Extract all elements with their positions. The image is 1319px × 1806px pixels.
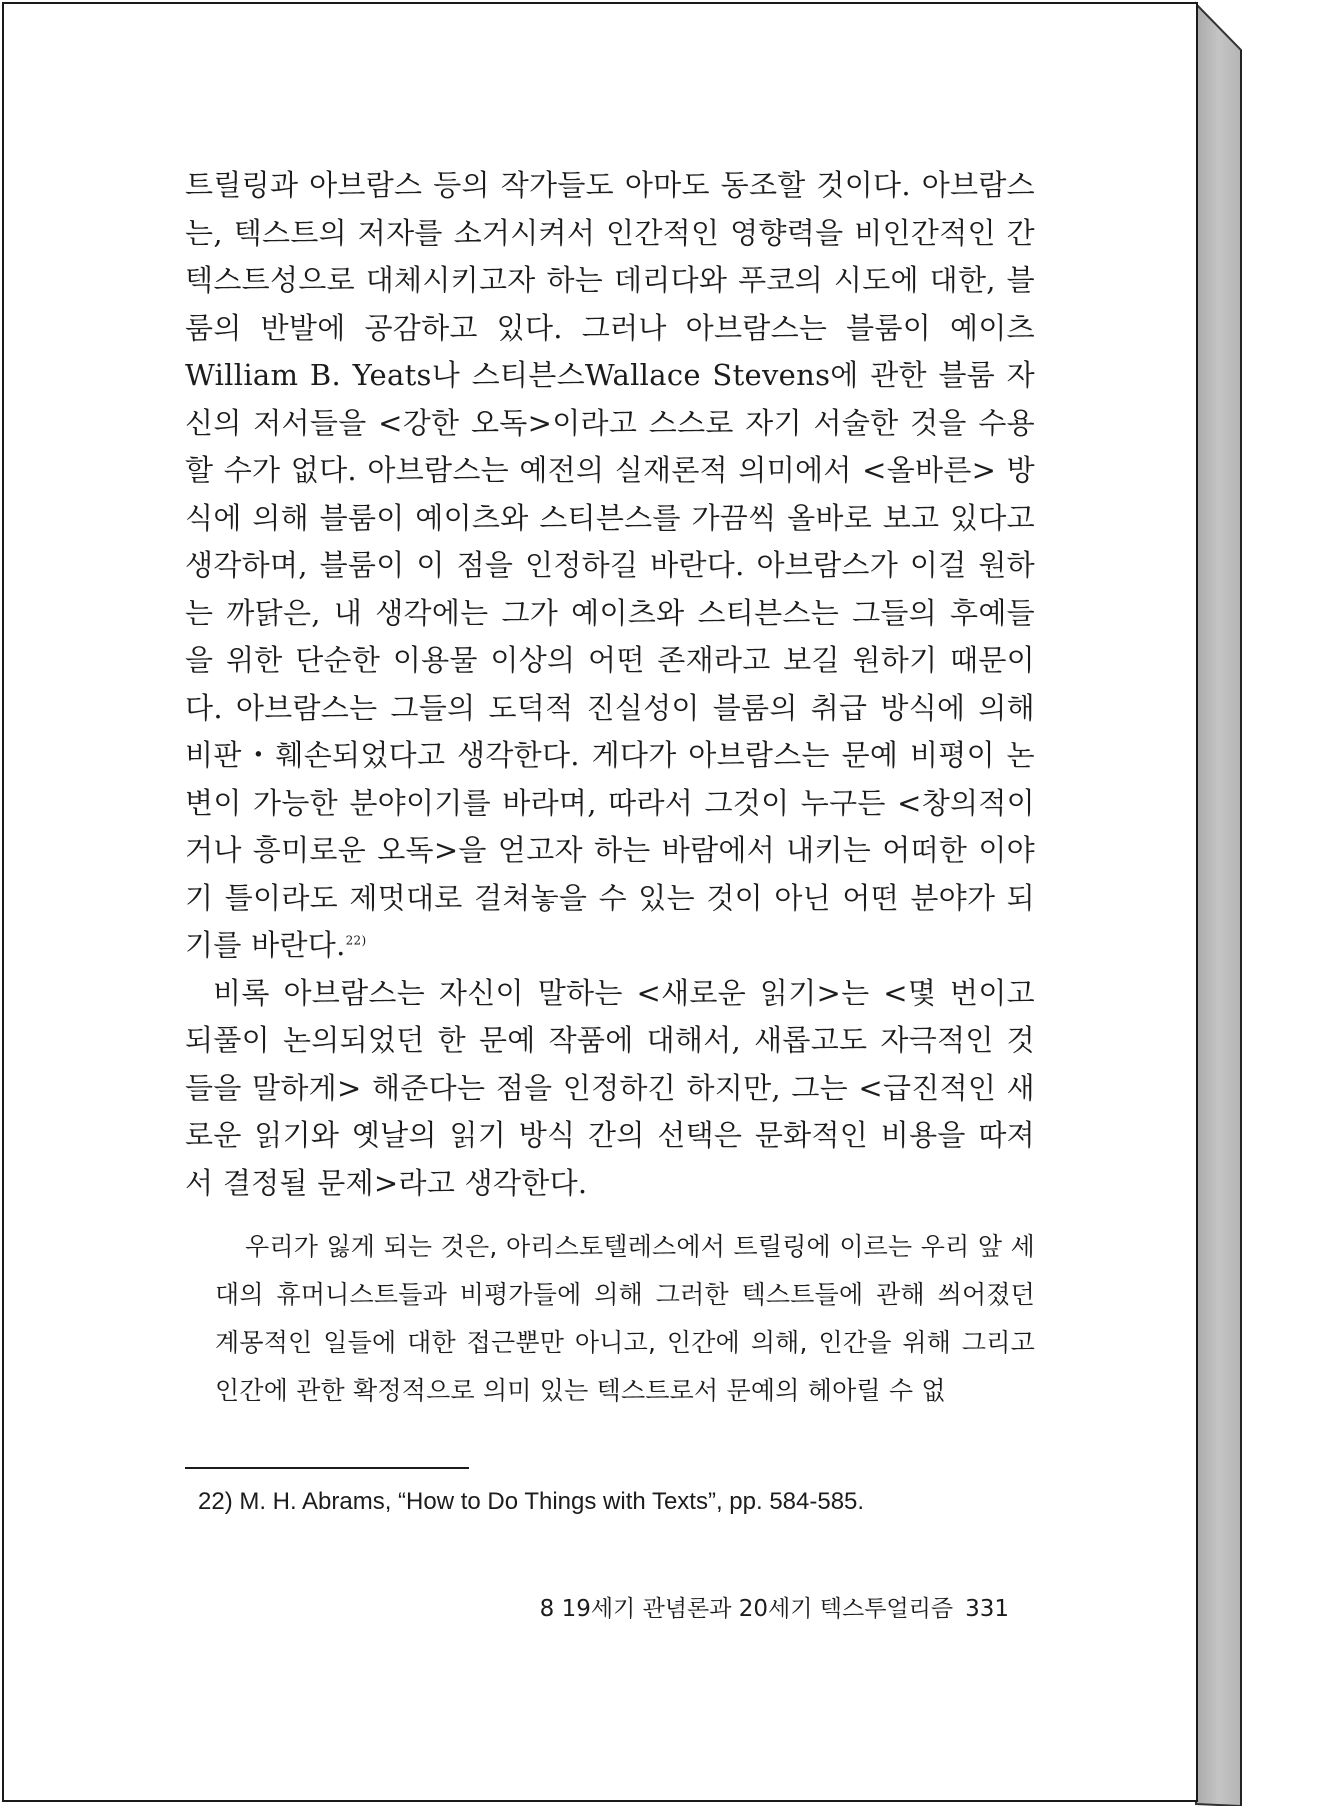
paragraph-1-text: 트릴링과 아브람스 등의 작가들도 아마도 동조할 것이다. 아브람스는, 텍스트의 저자를 소거시켜서 인간적인 영향력을 비인간적인 간텍스트성으로 대체시키고자 하는 데리다와 푸코의 시도에 대한, 블룸의 반발에 공감하고 있다. 그러나 아브람스는 블룸이 예이츠William B. Yeats나 스티븐스Wallace Stevens에 관한 블룸 자신의 저서들을 <강한 오독>이라고 스스로 자기 서술한 것을 수용할 수가 없다. 아브람스는 예전의 실재론적 의미에서 <올바른> 방식에 의해 블룸이 예이츠와 스티븐스를 가끔씩 올바로 보고 있다고 생각하며, 블룸이 이 점을 인정하길 바란다. 아브람스가 이걸 원하는 까닭은, 내 생각에는 그가 예이츠와 스티븐스는 그들의 후예들을 위한 단순한 이용물 이상의 어떤 존재라고 보길 원하기 때문이다. 아브람스는 그들의 도덕적 진실성이 블룸의 취급 방식에 의해 비판・훼손되었다고 생각한다. 게다가 아브람스는 문예 비평이 논변이 가능한 분야이기를 바라며, 따라서 그것이 누구든 <창의적이거나 흥미로운 오독>을 얻고자 하는 바람에서 내키는 어떠한 이야기 틀이라도 제멋대로 걸쳐놓을 수 있는 것이 아닌 어떤 분야가 되기를 바란다. bbox=[185, 168, 1035, 962]
block-quote: 우리가 잃게 되는 것은, 아리스토텔레스에서 트릴링에 이르는 우리 앞 세대의 휴머니스트들과 비평가들에 의해 그러한 텍스트들에 관해 씌어졌던 계몽적인 일들에 대한 접근뿐만 아니고, 인간에 의해, 인간을 위해 그리고 인간에 관한 확정적으로 의미 있는 텍스트로서 문예의 헤아릴 수 없 bbox=[215, 1232, 1035, 1405]
body-text bbox=[185, 162, 1035, 1207]
paragraph-2: 비록 아브람스는 자신이 말하는 <새로운 읽기>는 <몇 번이고 되풀이 논의되었던 한 문예 작품에 대해서, 새롭고도 자극적인 것들을 말하게> 해준다는 점을 인정하긴 하지만, 그는 <급진적인 새로운 읽기와 옛날의 읽기 방식 간의 선택은 문화적인 비용을 따져서 결정될 문제>라고 생각한다. bbox=[185, 975, 1035, 1200]
running-footer bbox=[540, 1594, 1009, 1624]
footnote-divider bbox=[185, 1467, 469, 1469]
footer-chapter-title: 8 19세기 관념론과 20세기 텍스투얼리즘 bbox=[539, 1596, 954, 1622]
page-number: 331 bbox=[965, 1596, 1009, 1622]
footnote: 22) M. H. Abrams, “How to Do Things with Texts”, pp. 584-585. bbox=[198, 1488, 865, 1515]
footnote-reference: 22) bbox=[345, 933, 367, 948]
paragraph-1 bbox=[185, 162, 1035, 970]
